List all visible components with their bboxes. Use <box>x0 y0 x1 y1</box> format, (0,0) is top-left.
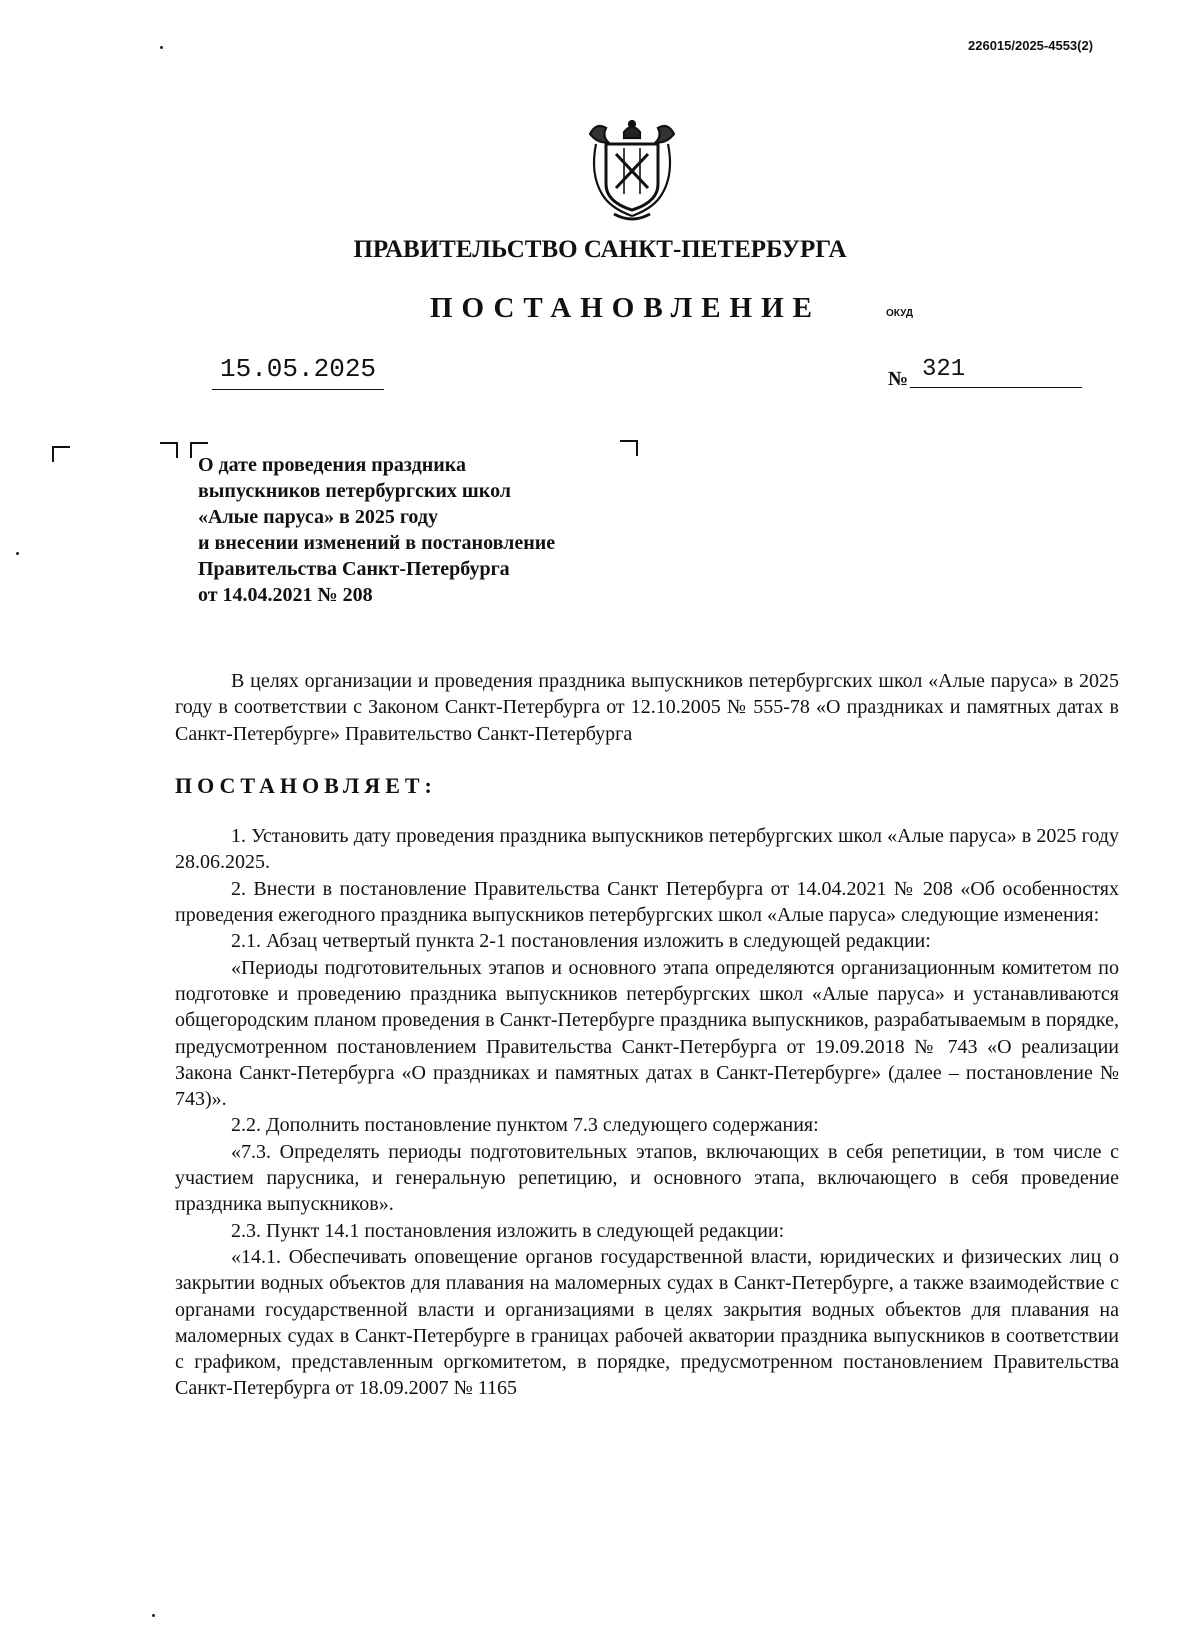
corner-mark <box>160 442 178 458</box>
paragraph: «14.1. Обеспечивать оповещение органов государственной власти, юридических и физических лиц о закрытии водных объектов для плавания на маломерных судах в Санкт-Петербурге, а также взаимодействие с органами государственной власти и организациями в целях закрытия водных объектов для плавания на маломерных судах в Санкт-Петербурге в границах рабочей акватории праздника выпускников в соответствии с графиком, представленным оргкомитетом, в порядке, предусмотренном постановлением Правительства Санкт-Петербурга от 18.09.2007 № 1165 <box>175 1245 1119 1400</box>
document-number: 321 <box>922 356 966 383</box>
government-name: ПРАВИТЕЛЬСТВО САНКТ-ПЕТЕРБУРГА <box>353 236 847 263</box>
okud-label: ОКУД <box>886 308 913 319</box>
document-title: О дате проведения праздника выпускников петербургских школ «Алые паруса» в 2025 году и внесении изменений в постановление Правительства Санкт-Петербурга от 14.04.2021 № 208 <box>198 454 556 606</box>
paragraph: 2.2. Дополнить постановление пунктом 7.3 следующего содержания: <box>231 1114 819 1137</box>
paragraph: «Периоды подготовительных этапов и основного этапа определяются организационным комитетом по подготовке и проведению праздника выпускников петербургских школ «Алые паруса» и устанавливаются общегородским планом проведения в Санкт-Петербурге праздника выпускников, разрабатываемым в порядке, предусмотренном постановлением Правительства Санкт-Петербурга от 19.09.2018 № 743 «О реализации Закона Санкт-Петербурга «О праздниках и памятных датах в Санкт-Петербурге» (далее – постановление № 743)». <box>175 956 1119 1111</box>
date-underline <box>212 389 384 390</box>
corner-mark <box>52 446 70 462</box>
document-date: 15.05.2025 <box>220 354 377 384</box>
corner-mark <box>620 440 638 456</box>
paragraph: 2.1. Абзац четвертый пункта 2-1 постановления изложить в следующей редакции: <box>231 930 931 953</box>
paragraph: 2.3. Пункт 14.1 постановления изложить в следующей редакции: <box>231 1219 785 1242</box>
document-code: 226015/2025-4553(2) <box>968 38 1094 53</box>
paragraph: 1. Установить дату проведения праздника выпускников петербургских школ «Алые паруса» в 2025 году 28.06.2025. <box>175 825 1119 874</box>
scan-speck <box>16 552 19 555</box>
number-underline <box>910 387 1082 388</box>
paragraph: «7.3. Определять периоды подготовительных этапов, включающих в себя репетиции, в том числе с участием парусника, и генеральную репетицию, и основного этапа, включающего в себя проведение праздника выпускников». <box>175 1140 1119 1216</box>
preamble: В целях организации и проведения праздника выпускников петербургских школ «Алые паруса» в 2025 году в соответствии с Законом Санкт-Петербурга от 12.10.2005 № 555-78 «О праздниках и памятных датах в Санкт-Петербурге» Правительство Санкт-Петербурга <box>175 670 1119 745</box>
resolves-heading: ПОСТАНОВЛЯЕТ: <box>175 772 437 798</box>
document-body <box>175 668 1119 1402</box>
number-sign: № <box>888 368 909 390</box>
scan-speck <box>160 46 163 49</box>
paragraph: 2. Внести в постановление Правительства Санкт Петербурга от 14.04.2021 № 208 «Об особенностях проведения ежегодного праздника выпускников петербургских школ «Алые паруса» следующие изменения: <box>175 877 1119 927</box>
scan-speck <box>152 1614 155 1617</box>
document-type: ПОСТАНОВЛЕНИЕ <box>430 292 822 324</box>
saint-petersburg-coat-of-arms-icon <box>584 118 680 224</box>
